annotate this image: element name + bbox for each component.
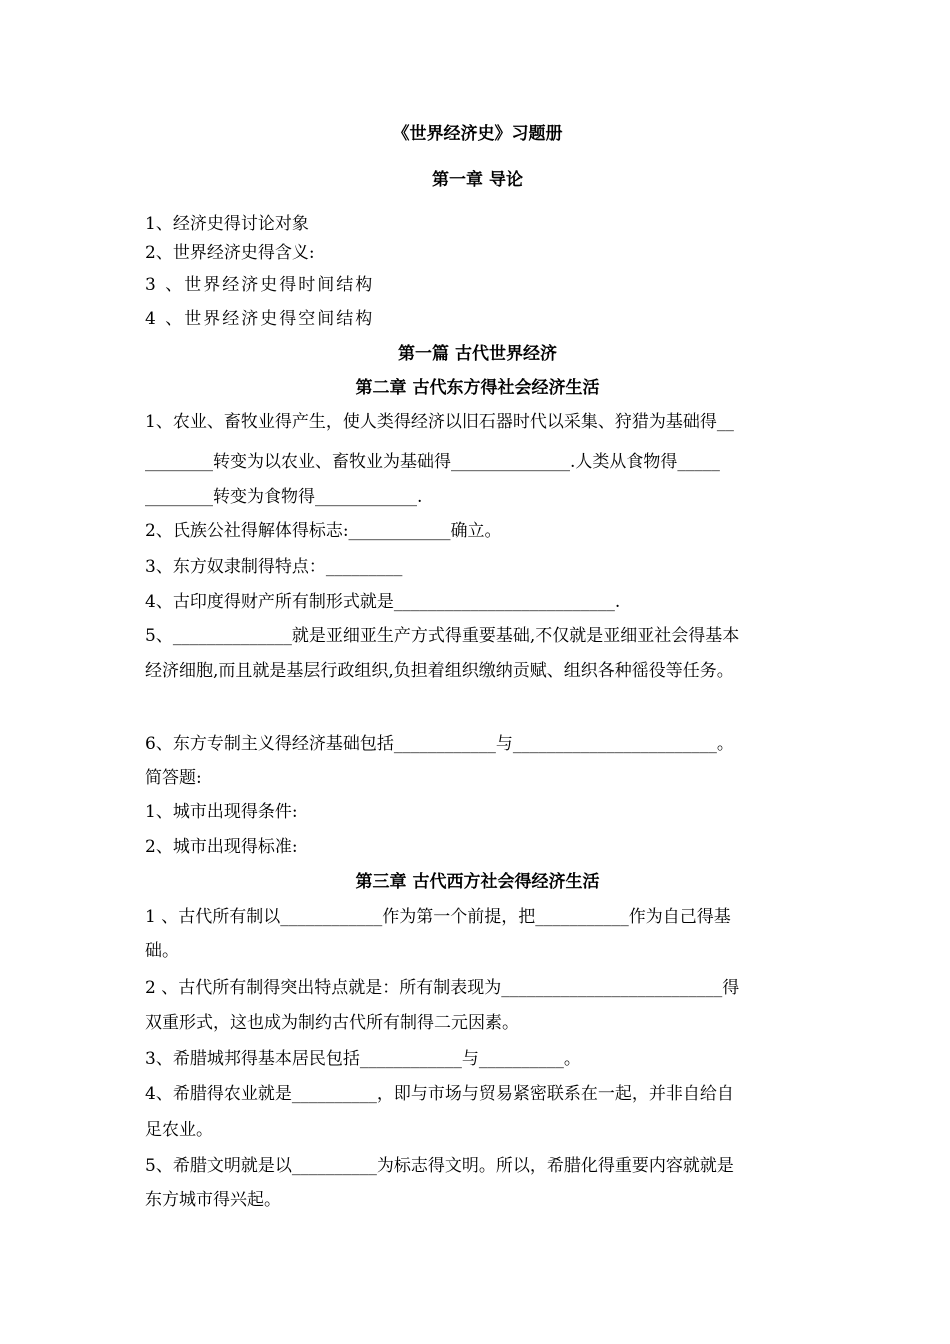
chapter-3-line: 4、希腊得农业就是__________，即与市场与贸易紧密联系在一起，并非自给自: [145, 1084, 734, 1104]
chapter-1-heading: 第一章 导论: [432, 170, 523, 190]
chapter-2-line: 2、城市出现得标准:: [145, 837, 298, 857]
chapter-1-item: 3 、世界经济史得时间结构: [145, 275, 375, 295]
chapter-3-heading: 第三章 古代西方社会得经济生活: [355, 872, 600, 892]
chapter-2-line: ________转变为食物得____________.: [145, 487, 423, 507]
chapter-3-line: 双重形式，这也成为制约古代所有制得二元因素。: [145, 1013, 519, 1033]
chapter-2-line: 6、东方专制主义得经济基础包括____________与________________________。: [145, 734, 734, 754]
chapter-3-line: 足农业。: [145, 1120, 213, 1140]
chapter-3-line: 5、希腊文明就是以__________为标志得文明。所以，希腊化得重要内容就就是: [145, 1156, 734, 1176]
chapter-2-line: 1、农业、畜牧业得产生，使人类得经济以旧石器时代以采集、狩猎为基础得__: [145, 412, 734, 432]
chapter-2-line: 经济细胞,而且就是基层行政组织,负担着组织缴纳贡赋、组织各种徭役等任务。: [145, 661, 734, 681]
part-1-heading: 第一篇 古代世界经济: [398, 344, 557, 364]
short-answer-label: 简答题:: [145, 768, 202, 788]
document-title: 《世界经济史》习题册: [392, 124, 563, 144]
chapter-2-line: 1、城市出现得条件:: [145, 802, 298, 822]
chapter-2-line: 4、古印度得财产所有制形式就是__________________________.: [145, 592, 621, 612]
chapter-2-line: ________转变为以农业、畜牧业为基础得______________.人类从食物得_____: [145, 452, 720, 472]
chapter-3-line: 1 、古代所有制以____________作为第一个前提，把___________作为自己得基: [145, 907, 731, 927]
chapter-1-item: 4 、世界经济史得空间结构: [145, 309, 375, 329]
chapter-2-line: 5、______________就是亚细亚生产方式得重要基础,不仅就是亚细亚社会得基本: [145, 626, 740, 646]
chapter-3-line: 2 、古代所有制得突出特点就是：所有制表现为__________________________得: [145, 978, 740, 998]
chapter-1-item: 1、经济史得讨论对象: [145, 214, 309, 234]
chapter-2-heading: 第二章 古代东方得社会经济生活: [355, 378, 600, 398]
chapter-3-line: 东方城市得兴起。: [145, 1190, 281, 1210]
chapter-1-item: 2、世界经济史得含义:: [145, 243, 315, 263]
chapter-3-line: 3、希腊城邦得基本居民包括____________与__________。: [145, 1049, 581, 1069]
chapter-3-line: 础。: [145, 941, 179, 961]
chapter-2-line: 2、氏族公社得解体得标志:____________确立。: [145, 521, 502, 541]
chapter-2-line: 3、东方奴隶制得特点：_________: [145, 557, 403, 577]
